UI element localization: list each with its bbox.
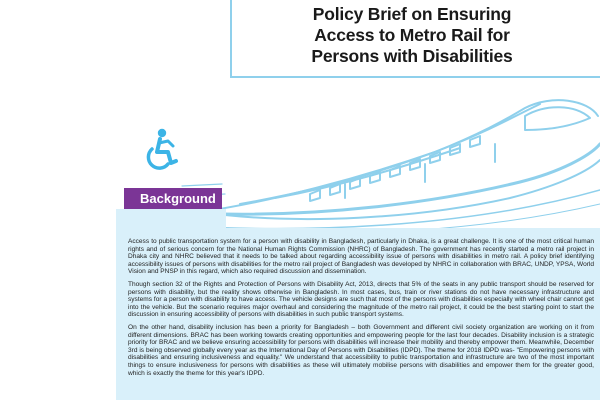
paragraph-1: Access to public transportation system for a person with disability in Bangladesh, particularly in Dhaka, is a great challenge. It is one of the most critical human rights and of serious concern for the National Human Rights Commission (NHRC) of Bangladesh. The government has recently started a metro rail project in Dhaka city and NHRC believed that it needs to be talked about regarding accessibility issue of persons with disabilities in metro rail. A policy brief identifying accessibility issues of persons with disabilities for the metro rail project of Bangladesh was developed by NHRC in collaboration with BRAC, UNDP, YPSA, World Vision and PNSP in this regard, which also required discussion and dissemination. [128,238,594,276]
title-line-3: Persons with Disabilities [311,46,513,66]
title-line-1: Policy Brief on Ensuring [312,4,512,24]
metro-train-illustration [180,86,600,236]
paragraph-3: On the other hand, disability inclusion has been a priority for Bangladesh – both Government and different civil society organization are working on it from different dimensions. BRAC has been working towards creating opportunities and empowering people for the last four decades. Disability inclusion is a strategic priority for BRAC and we believe ensuring accessibility for persons with disabilities will increase their mobility and thereby empower them. Meanwhile, December 3rd is being observed globally every year as the International Day of Persons with Disabilities (IDPD). The theme for 2018 IDPD was- "Empowering persons with disabilities and ensuring inclusiveness and equality." We understand that accessibility to public transportation and infrastructure are two of the most important things to ensure inclusiveness for persons with disabilities as these will ultimately mobilise persons with disabilities and empower them for the greater good, which is exactly the theme for this year's IDPD. [128,323,594,377]
section-heading-background: Background [124,188,222,209]
title-line-2: Access to Metro Rail for [314,25,510,45]
body-text [128,238,594,382]
wheelchair-accessibility-icon [140,128,180,174]
page-title [242,4,582,67]
panel-tab [116,209,226,230]
paragraph-2: Though section 32 of the Rights and Protection of Persons with Disability Act, 2013, directs that 5% of the seats in any public transport should be reserved for persons with disability, but the reality shows otherwise in Bangladesh. In most cases, bus, train or river stations do not have necessary infrastructure and systems for a person with disability to have access. The vehicle designs are such that most of the persons with disabilities especially with wheel chair cannot get into the vehicle. But the scenario requires major overhaul and considering the magnitude of the metro rail project, it could be the best starting point to start the discussion in ensuring accessibility of persons with disabilities in such public transport systems. [128,280,594,319]
